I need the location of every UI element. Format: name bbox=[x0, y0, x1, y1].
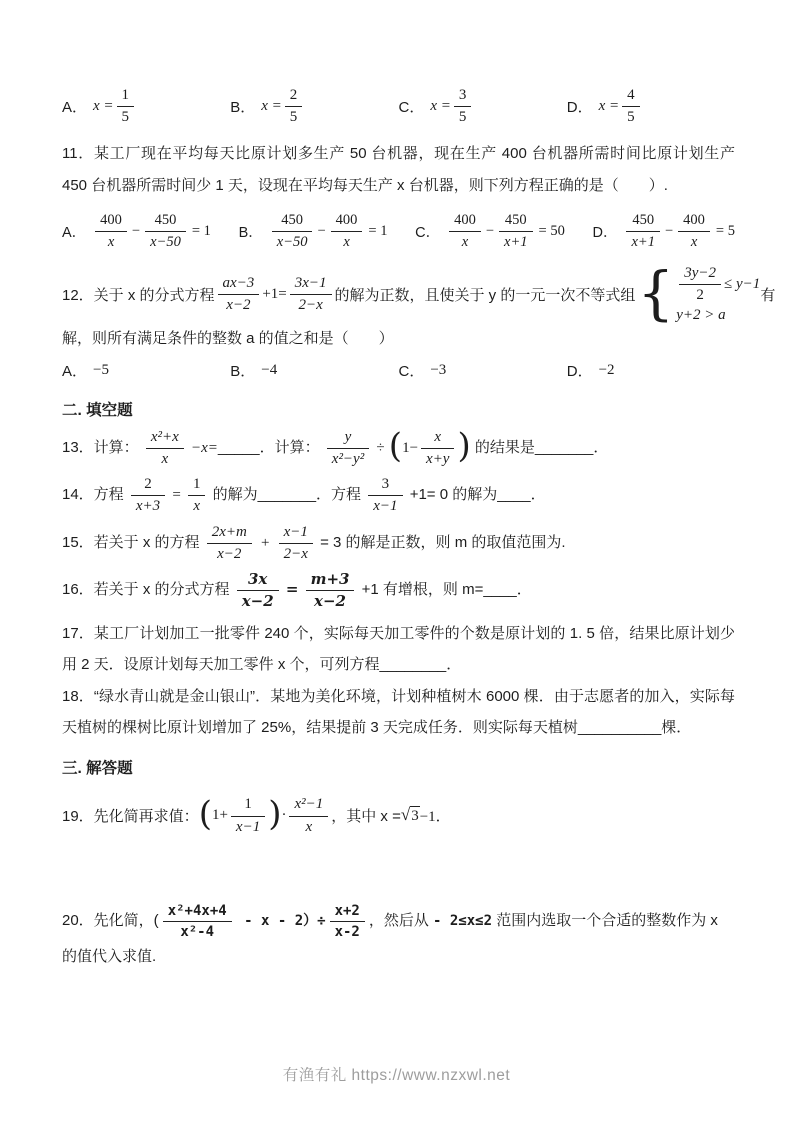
fraction-denominator: x+1 bbox=[631, 234, 655, 250]
q11-option-d bbox=[593, 211, 735, 250]
fraction bbox=[237, 570, 279, 611]
fraction bbox=[622, 86, 640, 127]
multiply-dot: · bbox=[281, 807, 287, 823]
q12-option-b bbox=[230, 360, 398, 381]
math-text: −1． bbox=[419, 809, 451, 825]
inequality-rhs: ≤ y−1 bbox=[724, 275, 761, 292]
fraction-denominator: x−50 bbox=[150, 234, 181, 250]
math-text: - x - 2）÷ bbox=[235, 912, 326, 929]
section-2-heading: 二. 填空题 bbox=[62, 401, 133, 419]
question-12-stem-line2: 解，则所有满足条件的整数 a 的值之和是（ ） bbox=[62, 330, 394, 347]
fraction bbox=[421, 428, 454, 469]
answer-blank: ____ bbox=[497, 486, 531, 504]
fraction-denominator: x bbox=[690, 234, 698, 250]
equals-sign: = bbox=[285, 580, 299, 599]
stem-text: 12．关于 x 的分式方程 bbox=[62, 286, 215, 304]
q12-option-c bbox=[399, 360, 567, 381]
stem-text: 的解为正数，且使关于 y 的一元一次不等式组 bbox=[334, 286, 636, 304]
fraction bbox=[368, 475, 402, 516]
footer-watermark: 有渔有礼 https://www.nzxwl.net bbox=[282, 1067, 511, 1084]
option-label: A． bbox=[62, 363, 88, 380]
stem-text: 有 bbox=[760, 286, 776, 304]
question-14 bbox=[62, 475, 735, 516]
fraction-numerator: 3x−1 bbox=[290, 274, 332, 295]
fraction-numerator: x bbox=[421, 428, 454, 449]
fraction bbox=[290, 274, 332, 315]
fraction-denominator: x²−y² bbox=[331, 450, 365, 467]
fraction-numerator: 2 bbox=[131, 475, 165, 496]
fraction-denominator: x+3 bbox=[135, 498, 161, 515]
fraction-numerator: 1 bbox=[188, 475, 206, 496]
option-label: B． bbox=[230, 363, 256, 380]
section-3-heading: 三. 解答题 bbox=[62, 759, 133, 777]
fraction-numerator: 400 bbox=[678, 211, 710, 232]
fraction bbox=[331, 211, 363, 250]
fraction-denominator: x bbox=[193, 498, 201, 515]
question-11-stem: 11．某工厂现在平均每天比原计划多生产 50 台机器，现在生产 400 台机器所需时间比原计划生产 450 台机器所需时间少 1 天，设现在平均每天生产 x 台机器，则下列方程正确的是（ ）. bbox=[62, 145, 735, 194]
option-value: −5 bbox=[93, 362, 109, 378]
fraction bbox=[218, 274, 260, 315]
fraction-numerator: 450 bbox=[499, 211, 532, 232]
stem-text: = 3 的解是正数，则 m 的取值范围为. bbox=[320, 533, 566, 551]
q10-option-b bbox=[230, 86, 398, 127]
question-16 bbox=[62, 570, 735, 611]
answer-blank: ____ bbox=[483, 581, 517, 599]
fraction-denominator: x−2 bbox=[217, 545, 242, 562]
question-12-stem bbox=[62, 259, 793, 327]
stem-text: ．方程 bbox=[316, 486, 362, 504]
fraction-numerator: x²+4x+4 bbox=[163, 902, 232, 922]
option-label: A． bbox=[62, 224, 87, 241]
fraction bbox=[163, 902, 232, 940]
option-label: C． bbox=[398, 363, 425, 380]
minus-operator: − bbox=[485, 222, 495, 239]
fraction-denominator: 2−x bbox=[283, 545, 308, 562]
fraction bbox=[188, 475, 206, 516]
stem-text: ． bbox=[593, 438, 609, 456]
stem-text: 15．若关于 x 的方程 bbox=[62, 533, 200, 551]
inequality-system: { $\frac{3y-2}{2}$ ≤ y−1 y+2 > a bbox=[637, 259, 761, 327]
stem-text: ． bbox=[516, 581, 532, 599]
fraction-denominator: x+y bbox=[426, 450, 450, 467]
answer-blank: _______ bbox=[257, 486, 317, 504]
option-value: −2 bbox=[598, 362, 615, 378]
math-text: −x= bbox=[190, 439, 218, 456]
fraction-numerator: 4 bbox=[622, 86, 640, 107]
fraction bbox=[285, 86, 303, 127]
stem-text: ． bbox=[530, 486, 546, 504]
option-label: C． bbox=[398, 98, 425, 116]
system-rows bbox=[676, 264, 760, 325]
math-text: +1= bbox=[262, 285, 287, 302]
fraction-numerator: x²−1 bbox=[289, 795, 328, 816]
q11-option-b bbox=[239, 211, 388, 250]
radicand: 3 bbox=[411, 808, 419, 824]
fraction bbox=[117, 86, 135, 127]
equation-lhs: x = bbox=[261, 97, 282, 114]
fraction-numerator: y bbox=[327, 428, 369, 449]
fraction-numerator: 1 bbox=[117, 86, 135, 107]
option-label: D． bbox=[592, 224, 618, 241]
fraction-numerator: 400 bbox=[331, 211, 363, 232]
option-label: B． bbox=[230, 98, 256, 116]
fraction-denominator: x−1 bbox=[373, 498, 398, 515]
fraction-numerator: 450 bbox=[145, 211, 186, 232]
equation-lhs: x = bbox=[430, 97, 451, 114]
q10-option-a bbox=[62, 86, 230, 127]
fraction bbox=[454, 86, 472, 127]
fraction-denominator: x−2 bbox=[241, 592, 274, 611]
question-18-stem: 18．“绿水青山就是金山银山”．某地为美化环境，计划种植树木 6000 棵．由于志愿者的加入，实际每天植树的棵树比原计划增加了 25%，结果提前 3 天完成任务．则实际每天植树__________棵． bbox=[62, 687, 735, 736]
option-label: D． bbox=[566, 98, 593, 116]
q10-option-c bbox=[399, 86, 567, 127]
equation-lhs: x = bbox=[93, 97, 114, 114]
fraction-numerator: 400 bbox=[449, 211, 481, 232]
stem-text: 的结果是 bbox=[474, 438, 535, 456]
stem-text: 20．先化简，( bbox=[62, 911, 159, 929]
equation-rhs: = 5 bbox=[715, 222, 735, 239]
fraction bbox=[95, 211, 127, 250]
stem-text: +1 有增根，则 m= bbox=[361, 581, 484, 599]
equation-lhs: x = bbox=[598, 97, 620, 114]
stem-text: ，然后从 bbox=[368, 911, 434, 929]
fraction-denominator: 5 bbox=[627, 109, 635, 125]
fraction-denominator: x-2 bbox=[334, 923, 360, 940]
fraction-numerator: x+2 bbox=[330, 902, 365, 922]
option-label: B． bbox=[238, 224, 263, 241]
fraction-numerator: 3 bbox=[454, 86, 472, 107]
fraction bbox=[231, 795, 265, 836]
equals-sign: = bbox=[172, 487, 181, 504]
fraction-denominator: x bbox=[461, 234, 469, 250]
fraction-denominator: x bbox=[161, 450, 169, 467]
fraction-numerator: 3x bbox=[237, 570, 279, 591]
minus-operator: − bbox=[664, 222, 674, 239]
stem-text: 的解为 bbox=[212, 486, 258, 504]
question-15 bbox=[62, 523, 735, 564]
fraction bbox=[678, 211, 710, 250]
fraction-numerator: 2x+m bbox=[207, 523, 252, 544]
fraction bbox=[679, 264, 721, 305]
fraction bbox=[146, 428, 184, 469]
fraction-denominator: 2 bbox=[696, 287, 704, 303]
plus-operator: + bbox=[261, 534, 270, 551]
fraction bbox=[306, 570, 355, 611]
fraction bbox=[272, 211, 313, 250]
fraction bbox=[207, 523, 252, 564]
stem-text: 14．方程 bbox=[62, 486, 124, 504]
q11-option-c bbox=[415, 211, 565, 250]
q11-option-a bbox=[62, 211, 211, 250]
fraction bbox=[626, 211, 659, 250]
radical-sign: √ bbox=[400, 805, 411, 824]
right-parenthesis: ) bbox=[457, 425, 471, 466]
option-value: −4 bbox=[261, 362, 278, 378]
answer-blank: _______ bbox=[534, 438, 594, 456]
minus-operator: − bbox=[317, 222, 326, 239]
fraction-denominator: x−2 bbox=[226, 297, 251, 313]
fraction bbox=[449, 211, 481, 250]
stem-text: 范围内选取一个合适的整数作为 x 的值代入求值. bbox=[62, 911, 718, 965]
option-value: −3 bbox=[430, 362, 447, 378]
math-text: 1− bbox=[402, 439, 419, 456]
question-10-options bbox=[62, 80, 735, 132]
fraction-numerator: 450 bbox=[626, 211, 659, 232]
answer-blank: _____ bbox=[217, 438, 260, 456]
q10-option-d bbox=[567, 86, 735, 127]
fraction-denominator: 5 bbox=[121, 109, 130, 125]
stem-text: ，其中 x = bbox=[331, 808, 401, 825]
stem-text: +1= 0 的解为 bbox=[409, 486, 498, 504]
fraction-denominator: x bbox=[343, 234, 350, 250]
question-17-stem: 17．某工厂计划加工一批零件 240 个，实际每天加工零件的个数是原计划的 1. 5 倍，结果比原计划少用 2 天．设原计划每天加工零件 x 个，可列方程________． bbox=[62, 624, 735, 673]
fraction-denominator: 5 bbox=[289, 109, 298, 125]
option-label: A． bbox=[62, 98, 88, 116]
fraction-denominator: x+1 bbox=[504, 234, 528, 250]
fraction-numerator: 3y−2 bbox=[679, 264, 721, 285]
divide-operator: ÷ bbox=[376, 439, 385, 456]
math-text: 1+ bbox=[211, 807, 228, 823]
fraction bbox=[327, 428, 369, 469]
fraction-numerator: 3 bbox=[368, 475, 402, 496]
left-parenthesis: ( bbox=[388, 425, 403, 466]
fraction bbox=[289, 795, 328, 836]
fraction bbox=[279, 523, 313, 564]
fraction bbox=[145, 211, 186, 250]
fraction-denominator: x²-4 bbox=[180, 923, 215, 940]
stem-text: 19．先化简再求值： bbox=[62, 808, 199, 825]
fraction-numerator: 1 bbox=[231, 795, 265, 816]
system-row-2: y+2 > a bbox=[676, 307, 726, 324]
equation-rhs: = 50 bbox=[538, 222, 565, 239]
q12-option-a bbox=[62, 360, 230, 381]
fraction bbox=[131, 475, 165, 516]
fraction bbox=[330, 902, 365, 940]
question-20 bbox=[62, 902, 735, 973]
fraction-numerator: 400 bbox=[95, 211, 127, 232]
fraction-denominator: 5 bbox=[458, 109, 467, 125]
fraction-numerator: 2 bbox=[285, 86, 303, 107]
minus-operator: − bbox=[131, 222, 141, 239]
stem-text: 16．若关于 x 的分式方程 bbox=[62, 581, 230, 599]
fraction bbox=[499, 211, 532, 250]
option-label: C． bbox=[415, 224, 441, 241]
fraction-numerator: m+3 bbox=[306, 570, 355, 591]
fraction-numerator: x−1 bbox=[279, 523, 313, 544]
question-11-options bbox=[62, 205, 735, 257]
stem-text: 13．计算： bbox=[62, 438, 139, 456]
equation-rhs: = 1 bbox=[368, 222, 388, 239]
fraction-denominator: 2−x bbox=[298, 297, 323, 313]
stem-text: ．计算： bbox=[259, 438, 320, 456]
square-root bbox=[401, 806, 420, 825]
q12-option-d bbox=[567, 360, 735, 381]
math-range: - 2≤x≤2 bbox=[433, 912, 493, 929]
fraction-denominator: x−1 bbox=[235, 818, 261, 835]
question-19: 19．先化简再求值： ( 1+ $\frac{1}{x-1}$ ) · $\frac{\text{x²−1}}{x}$ ，其中 x = √ 3 −1． bbox=[62, 793, 451, 835]
question-12-options bbox=[62, 356, 735, 386]
question-13 bbox=[62, 425, 735, 469]
fraction-denominator: x−50 bbox=[276, 234, 308, 250]
fraction-numerator: 450 bbox=[272, 211, 313, 232]
equation-rhs: = 1 bbox=[191, 222, 211, 239]
fraction-numerator: x²+x bbox=[146, 428, 184, 449]
option-label: D． bbox=[566, 363, 593, 380]
fraction-denominator: x−2 bbox=[314, 592, 346, 611]
fraction-denominator: x bbox=[107, 234, 115, 250]
fraction-numerator: ax−3 bbox=[218, 274, 260, 295]
system-row-1 bbox=[676, 264, 760, 305]
fraction-denominator: x bbox=[305, 818, 313, 835]
